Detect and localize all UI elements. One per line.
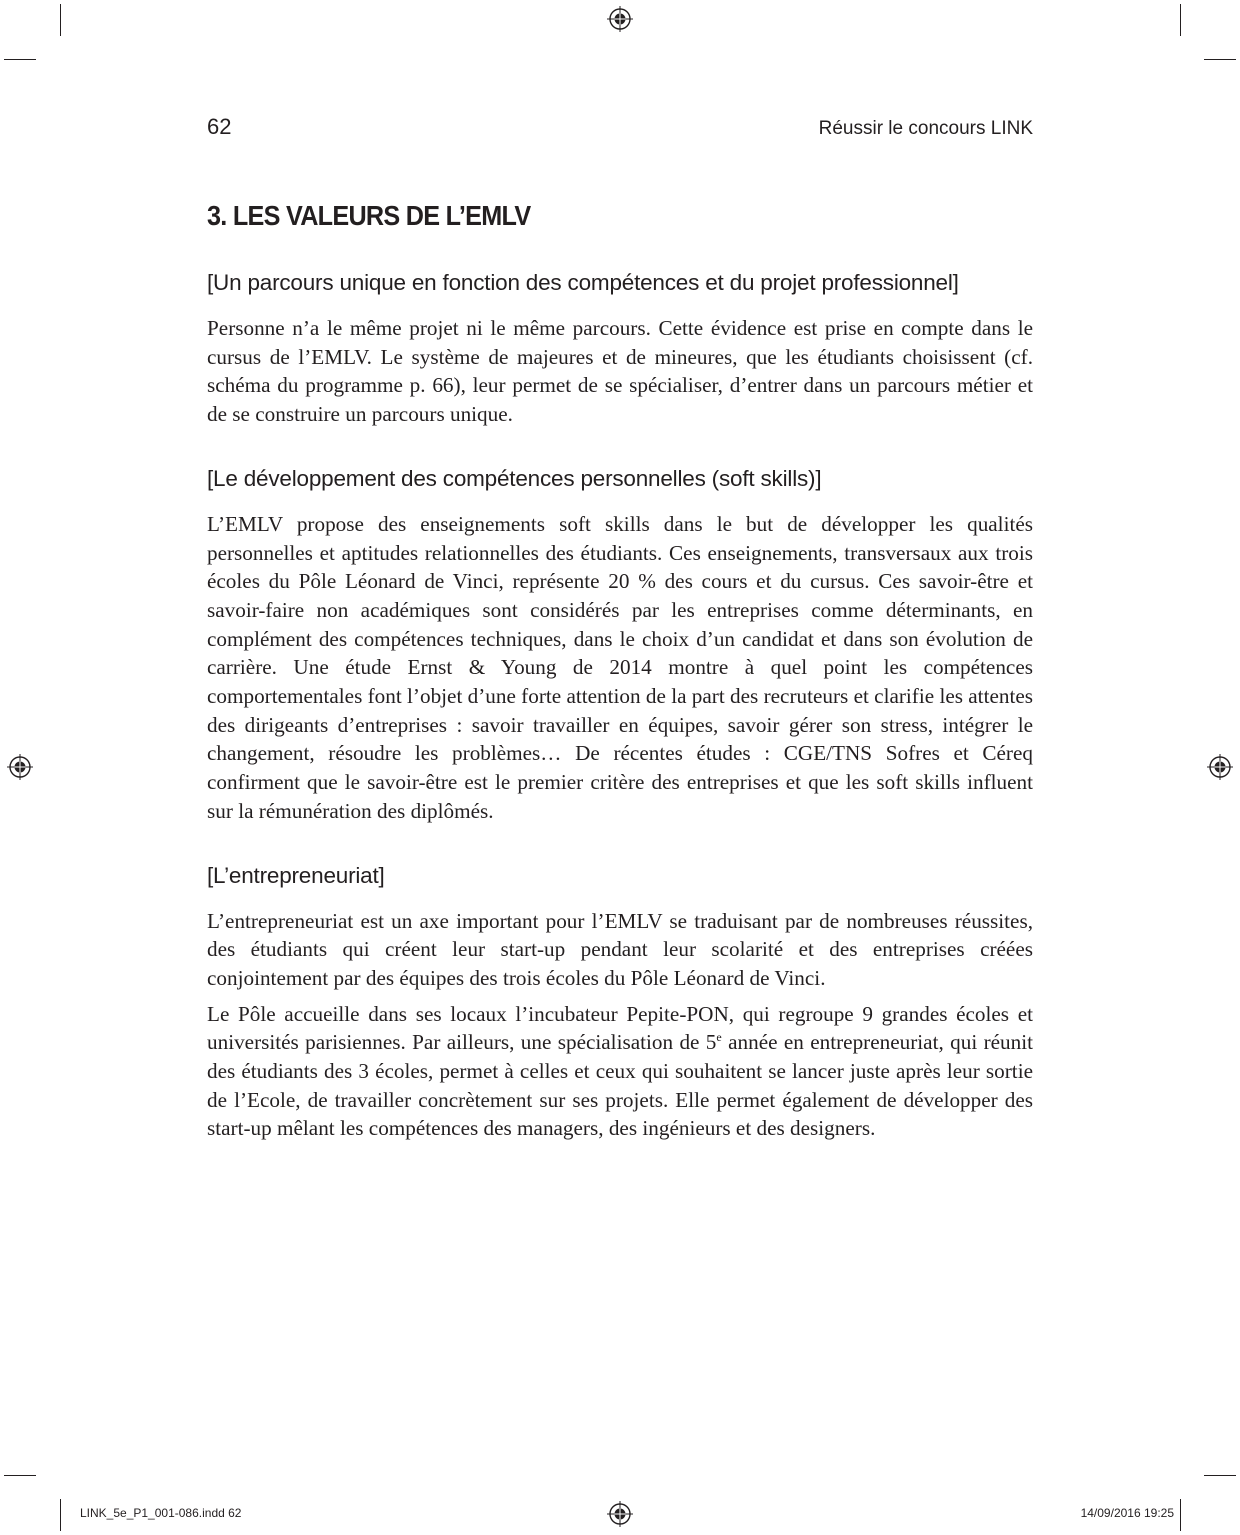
crop-mark-left-bottom [4, 1475, 36, 1476]
registration-mark-left-icon [7, 754, 33, 780]
registration-mark-bottom-icon [607, 1501, 633, 1527]
footer-file-name: LINK_5e_P1_001-086.indd 62 [80, 1506, 242, 1520]
registration-mark-top-icon [607, 6, 633, 32]
footer-date-time: 14/09/2016 19:25 [1080, 1506, 1174, 1520]
crop-mark-bottom-left [60, 1499, 61, 1531]
subheading-entrepreneuriat: [L’entrepreneuriat] [207, 862, 385, 888]
page-number: 62 [207, 114, 232, 139]
crop-mark-bottom-right [1180, 1499, 1181, 1531]
registration-mark-right-icon [1207, 754, 1233, 780]
running-title: Réussir le concours LINK [818, 118, 1033, 139]
paragraph: Personne n’a le même projet ni le même parcours. Cette évidence est prise en compte dans le cursus de l’EMLV. Le système de majeures et de mineures, que les étudiants choisissent (cf. schéma du programme p. 66), leur permet de se spécialiser, d’entrer dans un parcours métier et de se construire un parcours unique. [207, 316, 1033, 427]
crop-mark-top-left [60, 4, 61, 36]
section-soft-skills [207, 462, 1033, 826]
paragraph: L’EMLV propose des enseignements soft skills dans le but de développer les qualités personnelles et aptitudes relationnelles des étudiants. Ces enseignements, transversaux aux trois écoles du Pôle Léonard de Vinci, représente 20 % des cours et du cursus. Ces savoir-être et savoir-faire non académiques sont considérés par les entreprises comme déterminants, en complément des compétences techniques, dans le choix d’un candidat et dans son évolution de carrière. Une étude Ernst & Young de 2014 montre à quel point les compétences comportementales font l’objet d’une forte attention de la part des recruteurs et clarifie les attentes des dirigeants d’entreprises : savoir travailler en équipes, savoir gérer son stress, intégrer le changement, résoudre les problèmes… De récentes études : CGE/TNS Sofres et Céreq confirment que le savoir-être est le premier critère des entreprises et que les soft skills influent sur la rémunération des diplômés. [207, 511, 1033, 823]
crop-mark-right-bottom [1204, 1475, 1236, 1476]
paragraph-text-start: Le Pôle accueille dans ses locaux l’incubateur Pepite-PON, qui regroupe 9 grandes écoles et universités parisiennes. Par ailleurs, une spécialisation de 5 [207, 1001, 1033, 1055]
page-content [207, 266, 1033, 1150]
section-parcours [207, 266, 1033, 429]
crop-mark-right-top [1204, 59, 1236, 60]
paragraph: L’entrepreneuriat est un axe important pour l’EMLV se traduisant par de nombreuses réussites, des étudiants qui créent leur start-up pendant leur scolarité et des entreprises créées conjointement par des équipes des trois écoles du Pôle Léonard de Vinci. [207, 908, 1033, 990]
crop-mark-top-right [1180, 4, 1181, 36]
ordinal-superscript: e [716, 1030, 722, 1045]
subheading-soft-skills: [Le développement des compétences personnelles (soft skills)] [207, 465, 822, 491]
crop-mark-left-top [4, 59, 36, 60]
paragraph-incubateur [207, 1000, 1033, 1144]
paragraph-text-end: année en entrepreneuriat, qui réunit des étudiants des 3 écoles, permet à celles et ceux qui souhaitent se lancer juste après leur sortie de l’Ecole, de travailler concrètement sur ses projets. Elle permet également de développer des start-up mêlant les compétences des managers, des ingénieurs et des designers. [207, 1030, 1033, 1141]
section-title: 3. LES VALEURS DE L’EMLV [207, 200, 531, 231]
subheading-parcours: [Un parcours unique en fonction des compétences et du projet professionnel] [207, 270, 959, 295]
section-entrepreneuriat [207, 859, 1033, 1144]
